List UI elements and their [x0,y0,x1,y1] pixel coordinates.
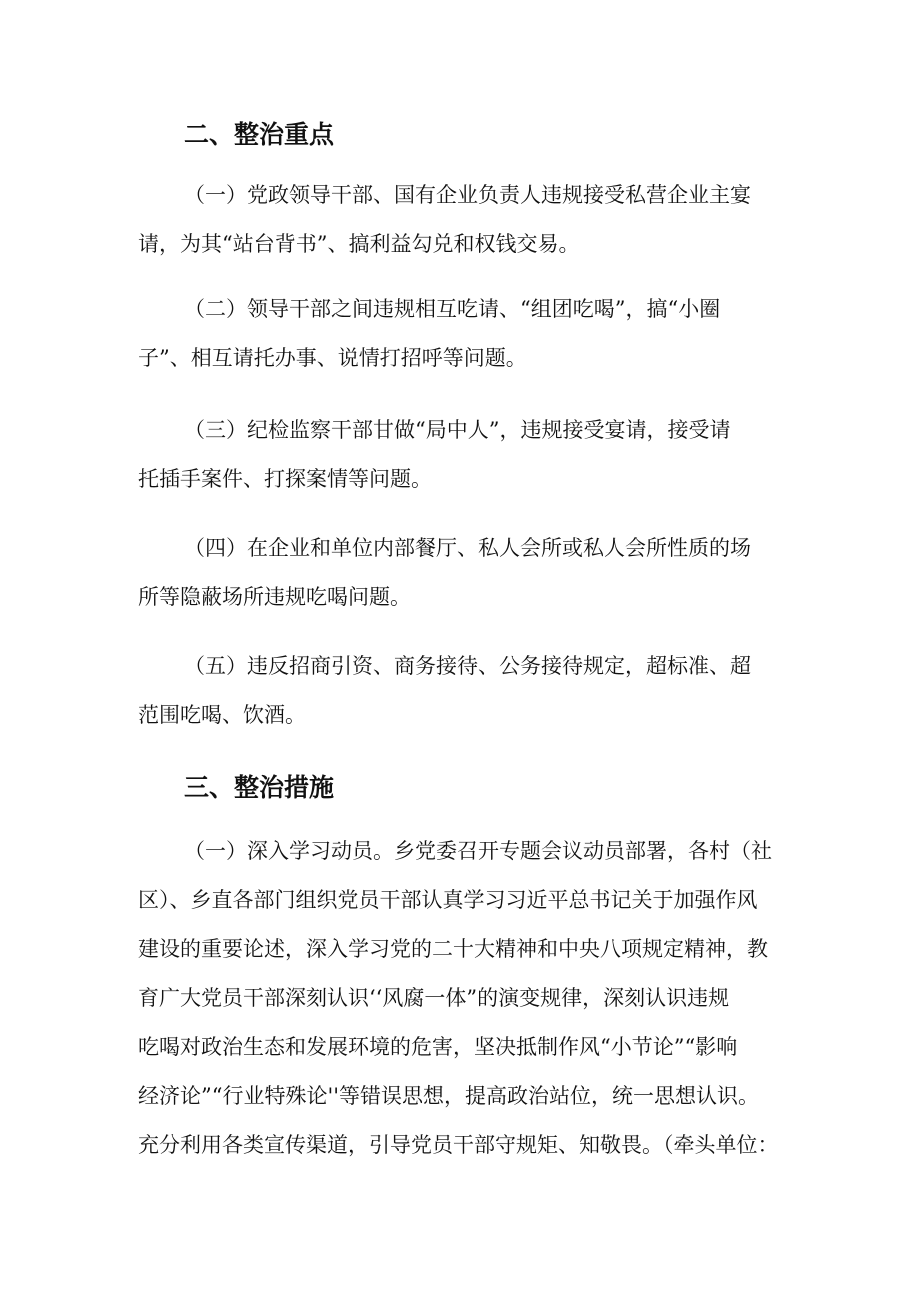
paragraph-line: 区）、乡直各部门组织党员干部认真学习习近平总书记关于加强作风 [138,888,758,912]
paragraph-line: 建设的重要论述，深入学习党的二十大精神和中央八项规定精神，教 [138,937,768,961]
paragraph-line: 育广大党员干部深刻认识‘‘风腐一体”的演变规律，深刻认识违规 [138,986,730,1010]
paragraph-line: 经济论”“行业特殊论''等错误思想，提高政治站位，统一思想认识。 [138,1084,760,1108]
section-heading-measures: 三、整治措施 [184,773,335,802]
paragraph-line: 所等隐蔽场所违规吃喝问题。 [138,585,411,609]
paragraph-line: 请，为其“站台背书”、搞利益勾兑和权钱交易。 [138,232,580,256]
paragraph-line: （二）领导干部之间违规相互吃请、“组团吃喝”，搞“小圈 [184,297,721,321]
paragraph-line: （四）在企业和单位内部餐厅、私人会所或私人会所性质的场 [184,536,751,560]
paragraph-line: （五）违反招商引资、商务接待、公务接待规定，超标准、超 [184,654,751,678]
paragraph-line: （一）党政领导干部、国有企业负责人违规接受私营企业主宴 [184,183,751,207]
paragraph-line: 托插手案件、打探案情等问题。 [138,467,432,491]
paragraph-line: 范围吃喝、饮酒。 [138,703,306,727]
paragraph-line: 吃喝对政治生态和发展环境的危害，坚决抵制作风“小节论”“影响 [138,1035,738,1059]
paragraph-line: （一）深入学习动员。乡党委召开专题会议动员部署，各村（社 [184,839,772,863]
section-heading-focus: 二、整治重点 [184,120,335,149]
paragraph-line: 充分利用各类宣传渠道，引导党员干部守规矩、知敬畏。（牵头单位： [138,1133,779,1157]
paragraph-line: （三）纪检监察干部甘做“局中人”，违规接受宴请，接受请 [184,418,731,442]
paragraph-line: 子”、相互请托办事、说情打招呼等问题。 [138,346,527,370]
